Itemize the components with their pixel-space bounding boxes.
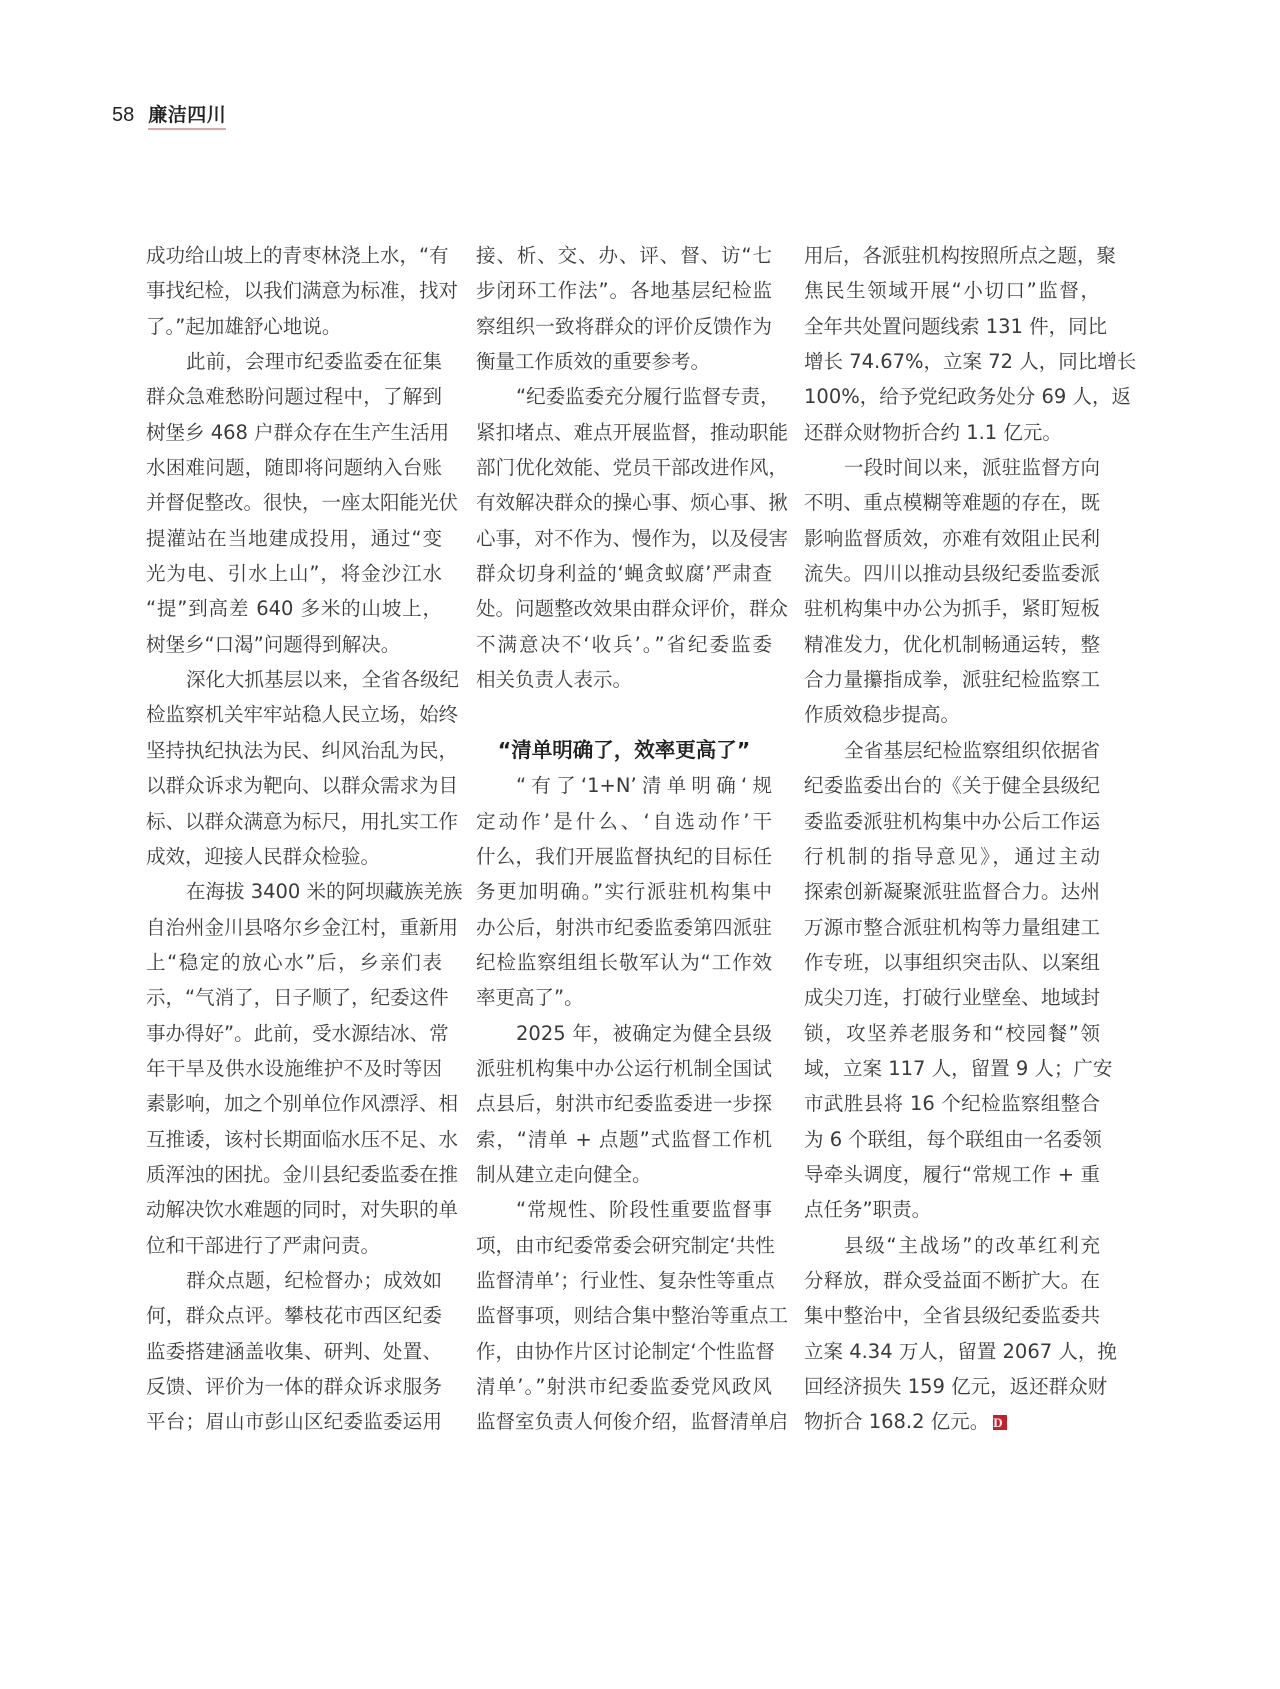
page-number: 58 (112, 104, 135, 126)
text-line (804, 485, 1100, 520)
page-header (112, 100, 226, 130)
text-line (476, 1404, 789, 1439)
paragraph (804, 238, 1137, 450)
text-line (804, 1086, 1100, 1121)
line-text: 事找纪检，以我们满意为标准，找对 (146, 279, 459, 303)
line-text: 不满意决不‘收兵’。”省纪委监委 (476, 632, 772, 656)
line-text: 提灌站在当地建成投用，通过“变 (146, 526, 442, 550)
text-line (146, 874, 463, 909)
paragraph (146, 1263, 442, 1440)
line-text: 检监察机关牢牢站稳人民立场，始终 (146, 703, 459, 727)
line-text: 办公后，射洪市纪委监委第四派驻 (476, 915, 772, 939)
line-text: 什么，我们开展监督执纪的目标任 (476, 844, 772, 868)
line-text: 清单’。”射洪市纪委监委党风政风 (476, 1375, 772, 1398)
text-line (146, 697, 459, 732)
line-text: 标、以群众满意为标尺，用扎实工作 (146, 809, 459, 833)
text-line (476, 839, 772, 874)
line-text: 合力量攥指成拳，派驻纪检监察工 (804, 668, 1100, 692)
paragraph (476, 238, 772, 379)
line-text: 树堡乡“口渴”问题得到解决。 (146, 632, 401, 656)
line-text: 水困难问题，随即将问题纳入台账 (146, 456, 442, 480)
line-text: 不明、重点模糊等难题的存在，既 (804, 491, 1100, 515)
text-line (804, 1404, 1100, 1439)
line-text: 了。”起加雄舒心地说。 (146, 314, 342, 338)
line-text: 制从建立走向健全。 (476, 1162, 652, 1186)
paragraph (146, 344, 459, 662)
text-line (476, 309, 772, 344)
paragraph (146, 874, 463, 1263)
text-line (476, 804, 772, 839)
text-line (804, 1334, 1117, 1369)
text-line (476, 1369, 772, 1404)
line-text: 100%，给予党纪政务处分 69 人，返 (804, 385, 1131, 409)
line-text: 导牵头调度，履行“常规工作 + 重 (804, 1162, 1100, 1186)
line-text: 年干旱及供水设施维护不及时等因 (146, 1056, 442, 1080)
text-line (146, 591, 442, 626)
line-text: 群众急难愁盼问题过程中，了解到 (146, 385, 442, 409)
line-text: 全省基层纪检监察组织依据省 (844, 738, 1100, 762)
text-line (804, 273, 1100, 308)
text-line (804, 627, 1100, 662)
line-text: 作质效稳步提高。 (804, 703, 961, 727)
line-text: 市武胜县将 16 个纪检监察组整合 (804, 1092, 1100, 1116)
text-line (146, 379, 442, 414)
text-line (804, 1369, 1108, 1404)
text-line (804, 1122, 1100, 1157)
article-column-3 (804, 238, 1137, 1440)
line-text: 事办得好”。此前，受水源结冰、常 (146, 1021, 449, 1045)
text-line (804, 1298, 1100, 1333)
text-line (476, 238, 772, 273)
paragraph (804, 733, 1113, 1228)
text-line (476, 379, 780, 414)
text-line (804, 839, 1100, 874)
line-text: 务更加明确。”实行派驻机构集中 (476, 880, 772, 904)
text-line (476, 485, 789, 520)
line-text: 点县后，射洪市纪委监委进一步探 (476, 1092, 772, 1116)
line-text: 纪委监委出台的《关于健全县级纪 (804, 774, 1100, 798)
text-line (804, 521, 1100, 556)
text-line (476, 556, 772, 591)
line-text: 群众点题，纪检督办；成效如 (186, 1268, 442, 1292)
line-text: 深化大抓基层以来，全省各级纪 (186, 668, 460, 692)
line-text: 在海拔 3400 米的阿坝藏族羌族 (186, 880, 463, 904)
text-line (476, 1016, 772, 1051)
text-line (476, 1298, 789, 1333)
line-text: 何，群众点评。攀枝花市西区纪委 (146, 1304, 442, 1328)
line-text: 位和干部进行了严肃问责。 (146, 1233, 381, 1257)
text-line (476, 1228, 775, 1263)
text-line (476, 273, 772, 308)
line-text: 监督事项，则结合集中整治等重点工 (476, 1304, 789, 1328)
line-text: 派驻机构集中办公运行机制全国试 (476, 1056, 772, 1080)
line-text: “纪委监委充分履行监督专责， (516, 385, 780, 409)
text-line (146, 521, 442, 556)
line-text: “有了‘1+N’清单明确‘规 (516, 774, 772, 798)
text-line (146, 662, 460, 697)
line-text: 项，由市纪委常委会研究制定‘共性 (476, 1233, 775, 1257)
line-text: 监委搭建涵盖收集、研判、处置、 (146, 1339, 442, 1363)
text-line (476, 1051, 772, 1086)
line-text: 动解决饮水难题的同时，对失职的单 (146, 1198, 459, 1222)
text-line (146, 485, 459, 520)
text-line (146, 1157, 459, 1192)
line-text: 分释放，群众受益面不断扩大。在 (804, 1268, 1100, 1292)
article-column-1 (146, 238, 463, 1440)
line-text: 驻机构集中办公为抓手，紧盯短板 (804, 597, 1100, 621)
text-line (804, 1016, 1100, 1051)
magazine-name: 廉洁四川 (148, 100, 226, 130)
section-heading: “清单明确了，效率更高了” (497, 737, 751, 762)
text-line (146, 556, 442, 591)
text-line (146, 1051, 442, 1086)
text-line (476, 768, 772, 803)
line-text: 互推诿，该村长期面临水压不足、水 (146, 1127, 459, 1151)
text-line (146, 1263, 442, 1298)
line-text: 成效，迎接人民群众检验。 (146, 844, 381, 868)
line-text: 步闭环工作法”。各地基层纪检监 (476, 279, 772, 303)
line-text: 坚持执纪执法为民、纠风治乱为民， (146, 738, 459, 762)
text-line (146, 415, 450, 450)
text-line (476, 1122, 772, 1157)
line-text: 影响监督质效，亦难有效阻止民利 (804, 526, 1100, 550)
line-text: 有效解决群众的操心事、烦心事、揪 (476, 491, 789, 515)
section-gap (476, 697, 772, 732)
text-line (804, 344, 1137, 379)
line-text: 光为电、引水上山”，将金沙江水 (146, 562, 442, 586)
text-line (146, 238, 449, 273)
line-text: 树堡乡 468 户群众存在生产生活用 (146, 420, 450, 444)
text-line (146, 1334, 442, 1369)
text-line (804, 591, 1100, 626)
text-line (146, 1086, 459, 1121)
line-text: 立案 4.34 万人，留置 2067 人，挽 (804, 1339, 1117, 1363)
line-text: 作，由协作片区讨论制定‘个性监督 (476, 1339, 775, 1363)
text-line (146, 273, 459, 308)
line-text: 锁，攻坚养老服务和“校园餐”领 (804, 1021, 1100, 1045)
line-text: 成功给山坡上的青枣林浇上水，“有 (146, 244, 449, 267)
line-text: 万源市整合派驻机构等力量组建工 (804, 915, 1100, 939)
text-line (146, 910, 459, 945)
text-line (804, 450, 1100, 485)
article-column-2 (476, 238, 789, 1440)
line-text: 接、析、交、办、评、督、访“七 (476, 244, 772, 267)
text-line (804, 945, 1100, 980)
text-line (804, 768, 1100, 803)
text-line (146, 1369, 442, 1404)
text-line (476, 1192, 772, 1227)
text-line (146, 1016, 449, 1051)
text-line (146, 450, 442, 485)
text-line (804, 697, 1100, 732)
line-text: 平台；眉山市彭山区纪委监委运用 (146, 1410, 442, 1434)
line-text: 素影响，加之个别单位作风漂浮、相 (146, 1092, 459, 1116)
line-text: 监督室负责人何俊介绍，监督清单启 (476, 1410, 789, 1434)
text-line (146, 804, 459, 839)
line-text: 成尖刀连，打破行业壁垒、地域封 (804, 986, 1100, 1010)
text-line (146, 1404, 442, 1439)
line-text: 部门优化效能、党员干部改进作风， (476, 456, 789, 480)
text-line (476, 591, 789, 626)
line-text: 用后，各派驻机构按照所点之题，聚 (804, 244, 1117, 267)
line-text: 定动作’是什么、‘自选动作’干 (476, 809, 772, 833)
text-line (804, 1192, 1100, 1227)
text-line (146, 945, 442, 980)
line-text: 精准发力，优化机制畅通运转，整 (804, 632, 1100, 656)
text-line (804, 556, 1100, 591)
line-text: 点任务”职责。 (804, 1198, 932, 1222)
line-text: 流失。四川以推动县级纪委监委派 (804, 562, 1100, 586)
article-end-mark-icon: D (993, 1415, 1007, 1430)
text-line (804, 662, 1100, 697)
text-line (804, 804, 1100, 839)
text-line (476, 910, 772, 945)
text-line (146, 309, 442, 344)
text-line (146, 980, 449, 1015)
text-line (146, 1192, 459, 1227)
line-text: 质浑浊的困扰。金川县纪委监委在推 (146, 1162, 459, 1186)
line-text: “提”到高差 640 多米的山坡上， (146, 597, 442, 621)
line-text: 此前，会理市纪委监委在征集 (186, 350, 442, 374)
text-line (476, 344, 772, 379)
text-line (476, 450, 789, 485)
paragraph (804, 450, 1100, 733)
text-line (476, 1157, 772, 1192)
line-text: 紧扣堵点、难点开展监督，推动职能 (476, 420, 789, 444)
line-text: 衡量工作质效的重要参考。 (476, 350, 711, 374)
text-line (476, 415, 789, 450)
text-line (476, 1263, 775, 1298)
paragraph (476, 1192, 789, 1439)
paragraph (476, 379, 789, 697)
text-line (476, 980, 772, 1015)
text-line (476, 1334, 775, 1369)
line-text: 相关负责人表示。 (476, 668, 633, 692)
text-line (804, 1228, 1100, 1263)
line-text: 以群众诉求为靶向、以群众需求为目 (146, 774, 459, 798)
line-text: 群众切身利益的‘蝇贪蚁腐’严肃查 (476, 562, 772, 586)
paragraph (476, 768, 772, 1015)
text-line (476, 1086, 772, 1121)
paragraph (476, 1016, 772, 1193)
line-text: 作专班，以事组织突击队、以案组 (804, 950, 1100, 974)
text-line (146, 1122, 459, 1157)
line-text: 物折合 168.2 亿元。 (804, 1410, 990, 1434)
line-text: 回经济损失 159 亿元，返还群众财 (804, 1375, 1108, 1398)
text-line (804, 309, 1108, 344)
text-line (476, 662, 772, 697)
text-line (804, 980, 1100, 1015)
paragraph (146, 238, 459, 344)
text-line (146, 344, 442, 379)
line-text: 域，立案 117 人，留置 9 人；广安 (804, 1056, 1113, 1080)
text-line (146, 1228, 442, 1263)
text-line (804, 1263, 1100, 1298)
text-line (476, 627, 772, 662)
text-line (804, 379, 1131, 414)
text-line (804, 238, 1117, 273)
paragraph (146, 662, 460, 874)
line-text: 增长 74.67%，立案 72 人，同比增长 (804, 350, 1137, 374)
text-line (804, 733, 1100, 768)
text-line (804, 415, 1100, 450)
text-line (476, 945, 772, 980)
text-line (804, 874, 1100, 909)
line-text: 委监委派驻机构集中办公后工作运 (804, 809, 1100, 833)
line-text: 反馈、评价为一体的群众诉求服务 (146, 1375, 442, 1398)
line-text: 示，“气消了，日子顺了，纪委这件 (146, 986, 449, 1010)
text-line (146, 768, 459, 803)
line-text: 全年共处置问题线索 131 件，同比 (804, 314, 1108, 338)
line-text: 纪检监察组组长敬军认为“工作效 (476, 950, 772, 974)
line-text: 集中整治中，全省县级纪委监委共 (804, 1304, 1100, 1328)
line-text: 心事，对不作为、慢作为，以及侵害 (476, 526, 789, 550)
line-text: 索，“清单 + 点题”式监督工作机 (476, 1127, 772, 1151)
line-text: “常规性、阶段性重要监督事 (516, 1198, 772, 1222)
text-line (476, 874, 772, 909)
text-line (146, 1298, 442, 1333)
text-line (476, 521, 789, 556)
line-text: 焦民生领域开展“小切口”监督， (804, 279, 1100, 303)
text-line (804, 910, 1100, 945)
line-text: 探索创新凝聚派驻监督合力。达州 (804, 880, 1100, 904)
line-text: 处。问题整改效果由群众评价，群众 (476, 597, 789, 621)
line-text: 自治州金川县咯尔乡金江村，重新用 (146, 915, 459, 939)
paragraph (804, 1228, 1117, 1440)
line-text: 2025 年，被确定为健全县级 (516, 1021, 772, 1045)
line-text: 为 6 个联组，每个联组由一名委领 (804, 1127, 1102, 1151)
line-text: 一段时间以来，派驻监督方向 (844, 456, 1100, 480)
line-text: 并督促整改。很快，一座太阳能光伏 (146, 491, 459, 515)
text-line (146, 839, 442, 874)
text-line (146, 733, 459, 768)
text-line (804, 1051, 1113, 1086)
text-line (804, 1157, 1100, 1192)
text-line (146, 627, 442, 662)
line-text: 上“稳定的放心水”后，乡亲们表 (146, 950, 442, 974)
line-text: 率更高了”。 (476, 986, 584, 1010)
line-text: 察组织一致将群众的评价反馈作为 (476, 314, 772, 338)
line-text: 行机制的指导意见》，通过主动 (804, 844, 1100, 868)
line-text: 县级“主战场”的改革红利充 (844, 1233, 1100, 1257)
line-text: 还群众财物折合约 1.1 亿元。 (804, 420, 1062, 444)
line-text: 监督清单’；行业性、复杂性等重点 (476, 1268, 775, 1292)
